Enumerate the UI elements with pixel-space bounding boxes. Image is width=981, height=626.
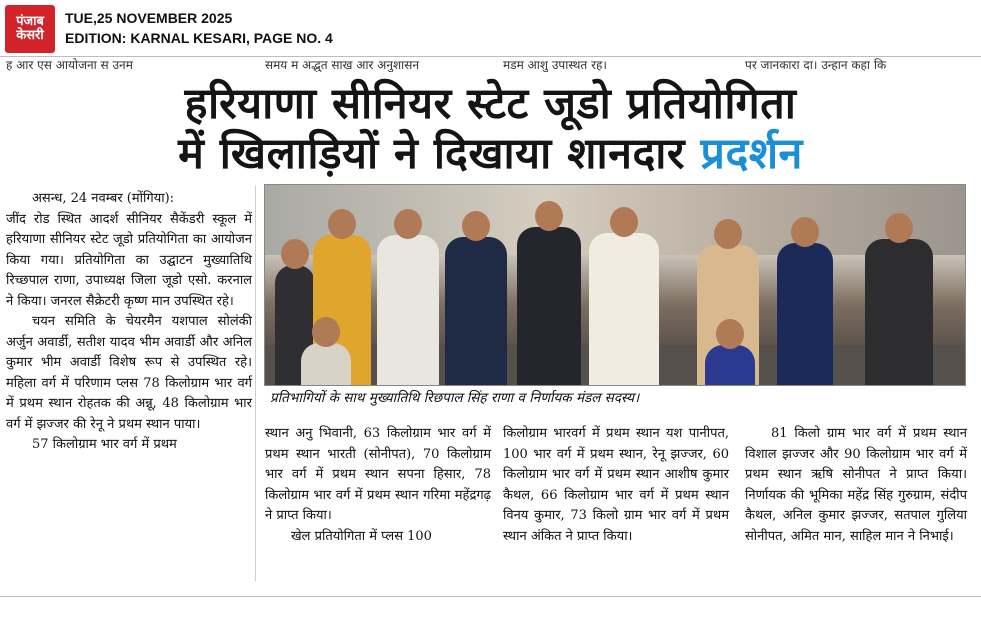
photo-person: [777, 243, 833, 385]
edition-info: [65, 8, 333, 48]
col2-paragraph-1: स्थान अनु भिवानी, 63 किलोग्राम भार वर्ग में प्रथम स्थान भारती (सोनीपत), 70 किलोग्राम भार वर्ग में प्रथम स्थान सपना हिसार, 78 किलोग्राम भार वर्ग में प्रथम स्थान गरिमा महेंद्रगढ़ ने प्राप्त किया।: [265, 426, 491, 523]
logo-line-2: केसरी: [16, 28, 44, 43]
article-column-1: [6, 189, 252, 456]
photo-person: [377, 235, 439, 385]
photo-caption: प्रतिभागियों के साथ मुख्यातिथि रिछपाल सिंह राणा व निर्णायक मंडल सदस्य।: [270, 390, 640, 406]
punjab-kesari-logo: [5, 5, 55, 53]
edition-line: EDITION: KARNAL KESARI, PAGE NO. 4: [65, 30, 333, 46]
cut-text-col2: समय म अद्भुत साख आर अनुशासन: [265, 58, 420, 72]
col2-paragraph-2: खेल प्रतियोगिता में प्लस 100: [291, 528, 432, 544]
article-column-4: [745, 424, 967, 547]
article-column-3: [503, 424, 729, 547]
headline-line-2: [0, 128, 981, 180]
col1-paragraph-2: चयन समिति के चेयरमैन यशपाल सोलंकी अर्जुन अवार्डी, सतीश यादव भीम अवार्डी और अनिल कुमार भीम अवार्डी विशेष रूप से उपस्थित रहे। महिला वर्ग में परिणाम प्लस 78 किलोग्राम भार वर्ग में प्रथम स्थान रोहतक की अन्नू, 48 किलोग्राम भार वर्ग में झज्जर की रेनू ने प्रथम स्थान पाया।: [6, 314, 252, 432]
cut-text-col1: ह आर एस आयोजना स उनम: [6, 58, 133, 72]
photo-person: [517, 227, 581, 385]
cut-text-col4: पर जानकारा दा। उन्हान कहा कि: [745, 58, 887, 72]
photo-person: [445, 237, 507, 385]
headline-line-1: हरियाणा सीनियर स्टेट जूडो प्रतियोगिता: [184, 79, 797, 129]
col1-paragraph-1: जींद रोड स्थित आदर्श सीनियर सैकेंडरी स्कूल में हरियाणा सीनियर स्टेट जूडो प्रतियोगिता का आयोजन किया गया। प्रतियोगिता का उद्घाटन मुख्यातिथि रिच्छपाल राणा, उपाध्यक्ष जिला जूडो एसो. करनाल ने किया। जनरल सैक्रेटरी कृष्ण मान उपस्थित रहे।: [6, 211, 252, 309]
headline-main: में खिलाड़ियों ने दिखाया शानदार: [178, 129, 686, 179]
footer-divider: [0, 596, 981, 597]
publication-date: TUE,25 NOVEMBER 2025: [65, 10, 233, 26]
page-header: [0, 0, 981, 58]
photo-person: [301, 343, 351, 385]
column-divider: [255, 186, 256, 581]
event-photo: [264, 184, 966, 386]
dateline: असन्ध, 24 नवम्बर (मोंगिया):: [32, 191, 175, 206]
photo-person: [865, 239, 933, 385]
headline-accent: प्रदर्शन: [700, 129, 803, 179]
logo-line-1: पंजाब: [16, 14, 44, 30]
col1-paragraph-3: 57 किलोग्राम भार वर्ग में प्रथम: [32, 437, 177, 452]
cut-text-col3: मडम आशु उपास्थत रह।: [503, 58, 607, 72]
photo-person: [705, 345, 755, 385]
col3-paragraph-1: किलोग्राम भारवर्ग में प्रथम स्थान यश पानीपत, 100 भार वर्ग में प्रथम स्थान, रेनू झज्जर, 60 किलोग्राम भार वर्ग में प्रथम स्थान आशीष कुमार कैथल, 66 किलोग्राम भार वर्ग में प्रथम स्थान विनय कुमार, 73 किलो ग्राम भार वर्ग में प्रथम स्थान अंकित ने प्राप्त किया।: [503, 426, 729, 544]
photo-person: [589, 233, 659, 385]
article-column-2: [265, 424, 491, 547]
col4-paragraph-1: 81 किलो ग्राम भार वर्ग में प्रथम स्थान विशाल झज्जर और 90 किलोग्राम भार वर्ग में प्रथम स्थान ऋषि सोनीपत ने प्राप्त किया। निर्णायक की भूमिका महेंद्र सिंह गुरुग्राम, संदीप कैथल, अनिल कुमार झज्जर, सतपाल गुलिया सोनीपत, अमित मान, साहिल मान ने निभाई।: [745, 426, 967, 544]
